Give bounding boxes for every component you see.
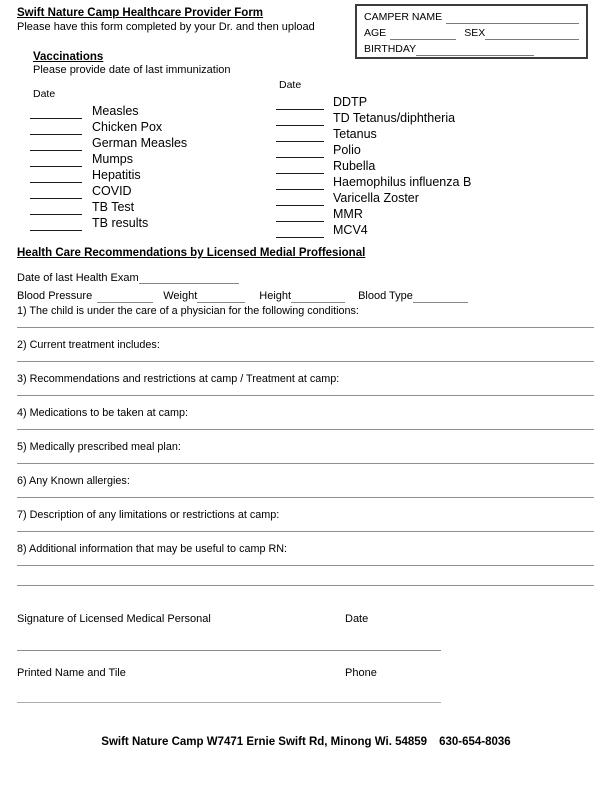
camper-name-row [364, 8, 579, 24]
vaccine-row [30, 183, 276, 199]
vaccine-label: German Measles [92, 136, 188, 150]
vaccinations-heading: Vaccinations [33, 51, 104, 63]
vaccine-row [276, 142, 471, 158]
answer-line[interactable] [17, 463, 594, 464]
answer-line[interactable] [17, 429, 594, 430]
vaccine-date-blank[interactable] [276, 114, 324, 126]
vaccination-columns [30, 79, 471, 238]
answer-line[interactable] [17, 361, 594, 362]
question-block [17, 337, 594, 362]
date-column-header: Date [33, 88, 56, 100]
vaccine-label: Chicken Pox [92, 120, 163, 134]
blood-pressure-label: Blood Pressure [17, 290, 93, 302]
signature-label: Signature of Licensed Medical Personal [17, 613, 211, 625]
vaccine-date-blank[interactable] [30, 155, 82, 167]
vaccine-row [276, 206, 471, 222]
vaccine-label: Tetanus [333, 127, 377, 141]
exam-date-field[interactable] [139, 273, 239, 284]
vaccine-date-blank[interactable] [276, 194, 324, 206]
vaccine-date-blank[interactable] [276, 162, 324, 174]
vaccine-label: COVID [92, 184, 132, 198]
vaccine-row [276, 174, 471, 190]
form-header [17, 7, 315, 34]
age-field[interactable] [390, 29, 456, 40]
weight-field[interactable] [197, 292, 245, 303]
printed-name-line[interactable] [17, 702, 441, 703]
vaccination-column-right [276, 79, 471, 238]
vaccine-label: MCV4 [333, 223, 368, 237]
vaccine-date-blank[interactable] [30, 107, 82, 119]
camper-name-label: CAMPER NAME [364, 11, 443, 23]
vaccine-row [30, 103, 276, 119]
camper-name-field[interactable] [446, 13, 579, 24]
footer-address: Swift Nature Camp W7471 Ernie Swift Rd, Minong Wi. 54859 [101, 736, 428, 748]
vaccine-row [276, 190, 471, 206]
weight-label: Weight [163, 290, 198, 302]
question-label: 3) Recommendations and restrictions at camp / Treatment at camp: [17, 373, 340, 385]
phone-label: Phone [345, 667, 377, 679]
recommendations-heading: Health Care Recommendations by Licensed Medial Proffesional [17, 247, 366, 259]
signature-line[interactable] [17, 650, 441, 651]
question-label: 2) Current treatment includes: [17, 339, 160, 351]
vaccine-row [276, 110, 471, 126]
vaccine-date-blank[interactable] [276, 130, 324, 142]
vaccine-label: Hepatitis [92, 168, 141, 182]
vaccine-row [276, 94, 471, 110]
printed-name-row [17, 667, 594, 679]
question-label: 1) The child is under the care of a physician for the following conditions: [17, 305, 359, 317]
birthday-field[interactable] [416, 45, 534, 56]
blood-type-field[interactable] [413, 292, 468, 303]
vaccine-row [30, 119, 276, 135]
vaccine-label: Polio [333, 143, 361, 157]
vaccine-row [276, 222, 471, 238]
vaccine-date-blank[interactable] [276, 178, 324, 190]
vaccine-label: DDTP [333, 95, 368, 109]
answer-line[interactable] [17, 565, 594, 566]
vaccine-date-blank[interactable] [276, 98, 324, 110]
signature-row [17, 613, 594, 625]
recommendations-section [17, 246, 594, 595]
age-sex-row [364, 24, 579, 40]
sex-field[interactable] [485, 29, 579, 40]
age-label: AGE [364, 27, 387, 39]
vaccinations-section-header [33, 51, 231, 77]
vaccine-row [30, 199, 276, 215]
vaccine-label: MMR [333, 207, 363, 221]
vaccine-row [276, 126, 471, 142]
birthday-row [364, 40, 579, 56]
question-label: 8) Additional information that may be useful to camp RN: [17, 543, 288, 555]
vaccinations-instruction: Please provide date of last immunization [33, 64, 231, 76]
vaccine-label: Haemophilus influenza B [333, 175, 472, 189]
vaccine-date-blank[interactable] [276, 210, 324, 222]
vaccine-row [276, 158, 471, 174]
birthday-label: BIRTHDAY [364, 43, 417, 55]
exam-date-label: Date of last Health Exam [17, 272, 139, 284]
vaccine-label: Varicella Zoster [333, 191, 419, 205]
question-label: 6) Any Known allergies: [17, 475, 130, 487]
question-label: 5) Medically prescribed meal plan: [17, 441, 181, 453]
vaccine-row [30, 215, 276, 231]
vitals-row [17, 288, 594, 303]
question-block [17, 439, 594, 464]
date-column-header: Date [279, 79, 302, 91]
vaccine-row [30, 151, 276, 167]
question-block [17, 405, 594, 430]
printed-name-label: Printed Name and Tile [17, 667, 126, 679]
answer-line[interactable] [17, 497, 594, 498]
height-field[interactable] [291, 292, 345, 303]
vaccine-label: TB Test [92, 200, 135, 214]
vaccine-date-blank[interactable] [30, 187, 82, 199]
height-label: Height [259, 290, 292, 302]
question-label: 4) Medications to be taken at camp: [17, 407, 189, 419]
vaccine-label: TD Tetanus/diphtheria [333, 111, 456, 125]
page-title: Swift Nature Camp Healthcare Provider Form [17, 7, 264, 19]
signature-date-label: Date [345, 613, 369, 625]
vaccine-date-blank[interactable] [30, 171, 82, 183]
vaccination-column-left [30, 79, 276, 231]
footer [0, 736, 612, 748]
question-block [17, 507, 594, 532]
vaccine-label: Measles [92, 104, 139, 118]
vaccine-date-blank[interactable] [30, 139, 82, 151]
answer-line[interactable] [17, 531, 594, 532]
vaccine-label: Mumps [92, 152, 133, 166]
question-block [17, 303, 594, 328]
vaccine-label: TB results [92, 216, 149, 230]
vaccine-date-blank[interactable] [276, 146, 324, 158]
exam-date-row [17, 269, 594, 284]
question-block [17, 541, 594, 586]
vaccine-date-blank[interactable] [30, 203, 82, 215]
vaccine-date-blank[interactable] [276, 226, 324, 238]
vaccine-row [30, 135, 276, 151]
page-subtitle: Please have this form completed by your Dr. and then upload [17, 21, 315, 33]
vaccine-date-blank[interactable] [30, 219, 82, 231]
footer-phone: 630-654-8036 [439, 736, 511, 748]
answer-line[interactable] [17, 327, 594, 328]
answer-line[interactable] [17, 585, 594, 586]
question-label: 7) Description of any limitations or restrictions at camp: [17, 509, 280, 521]
question-block [17, 371, 594, 396]
blood-pressure-field[interactable] [97, 292, 153, 303]
vaccine-row [30, 167, 276, 183]
vaccine-label: Rubella [333, 159, 376, 173]
answer-line[interactable] [17, 395, 594, 396]
question-block [17, 473, 594, 498]
sex-label: SEX [464, 27, 486, 39]
blood-type-label: Blood Type [358, 290, 413, 302]
vaccine-date-blank[interactable] [30, 123, 82, 135]
camper-info-box [355, 4, 588, 59]
